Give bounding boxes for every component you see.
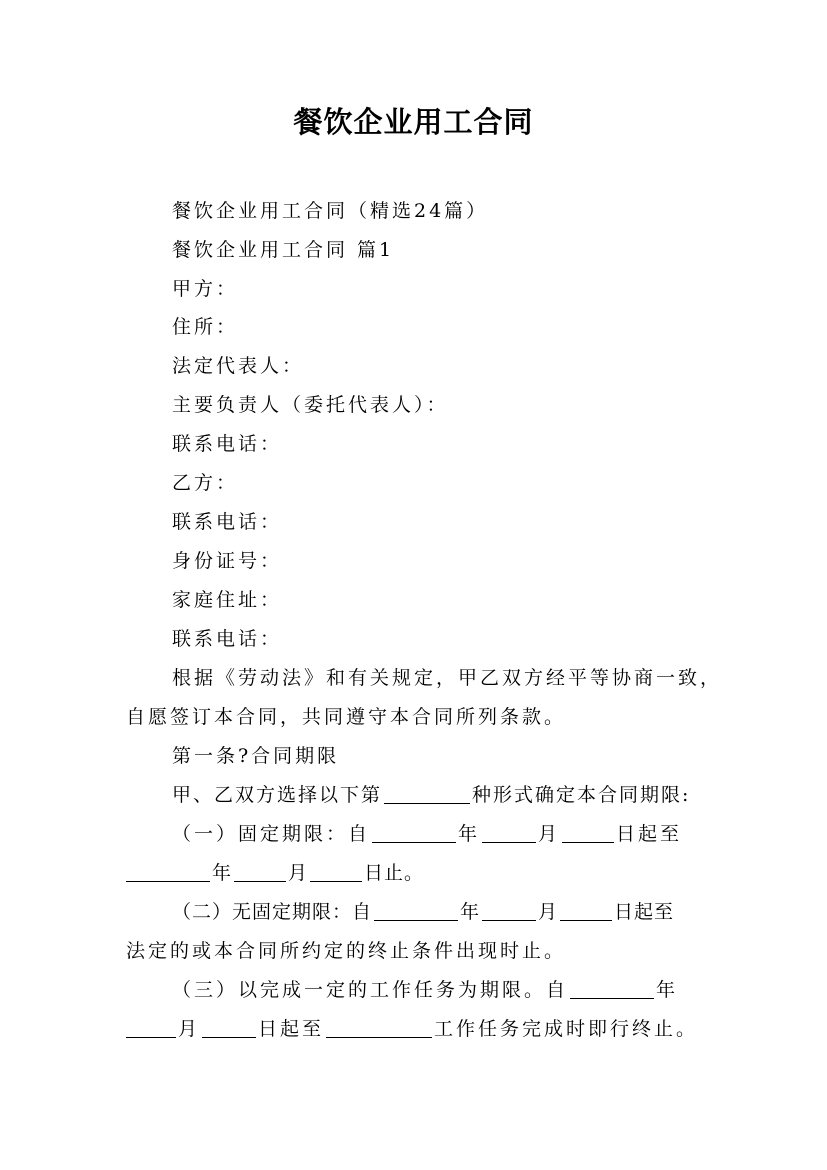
fixed-start-month-blank[interactable] — [482, 822, 536, 843]
open-start-month-blank[interactable] — [482, 900, 536, 921]
phone-label-a: 联系电话： — [172, 433, 283, 455]
task-term-line1 — [172, 977, 678, 1003]
principal-label: 主要负责人（委托代表人）： — [172, 394, 449, 416]
month-label: 月 — [178, 1018, 201, 1040]
task-description-blank[interactable] — [326, 1017, 432, 1038]
term-choice-suffix: 种形式确定本合同期限: — [472, 784, 691, 806]
fixed-start-year-blank[interactable] — [372, 822, 456, 843]
fixed-term-prefix: （一）固定期限：自 — [172, 823, 371, 845]
fixed-end-month-blank[interactable] — [234, 861, 286, 882]
open-term-line1 — [172, 899, 674, 925]
end-label: 日止。 — [364, 862, 425, 884]
task-start-day-blank[interactable] — [202, 1017, 256, 1038]
fixed-term-line1 — [172, 821, 682, 847]
party-a-label: 甲方： — [172, 278, 239, 300]
task-term-line2 — [126, 1016, 698, 1042]
basis-paragraph-line1: 根据《劳动法》和有关规定，甲乙双方经平等协商一致， — [172, 667, 723, 689]
address-label: 住所： — [172, 316, 239, 338]
from-label: 日起至 — [258, 1018, 325, 1040]
year-label: 年 — [656, 979, 679, 1001]
year-label: 年 — [212, 862, 233, 884]
legal-rep-label: 法定代表人： — [172, 355, 305, 377]
task-term-suffix: 工作任务完成时即行终止。 — [434, 1018, 699, 1040]
article-1-heading: 第一条?合同期限 — [172, 745, 340, 767]
section-heading: 餐饮企业用工合同 篇1 — [172, 239, 395, 261]
id-number-label: 身份证号： — [172, 550, 283, 572]
task-start-month-blank[interactable] — [126, 1017, 176, 1038]
term-choice-prefix: 甲、乙双方选择以下第 — [172, 784, 383, 806]
open-term-line2: 法定的或本合同所约定的终止条件出现时止。 — [126, 940, 567, 962]
home-address-label: 家庭住址： — [172, 589, 283, 611]
page-title: 餐饮企业用工合同 — [293, 105, 534, 139]
phone-label-c: 联系电话： — [172, 628, 283, 650]
fixed-end-year-blank[interactable] — [126, 861, 210, 882]
from-label: 日起至 — [616, 823, 683, 845]
from-label: 日起至 — [614, 901, 675, 923]
open-start-day-blank[interactable] — [560, 900, 612, 921]
month-label: 月 — [538, 823, 561, 845]
task-term-prefix: （三）以完成一定的工作任务为期限。自 — [172, 979, 569, 1001]
month-label: 月 — [538, 901, 559, 923]
open-term-prefix: （二）无固定期限：自 — [172, 901, 373, 923]
term-choice-blank[interactable] — [384, 783, 470, 804]
fixed-term-line2 — [126, 860, 424, 886]
task-start-year-blank[interactable] — [570, 978, 654, 999]
doc-subtitle: 餐饮企业用工合同（精选24篇） — [172, 200, 489, 222]
year-label: 年 — [458, 823, 481, 845]
basis-paragraph-line2: 自愿签订本合同，共同遵守本合同所列条款。 — [126, 706, 567, 728]
year-label: 年 — [460, 901, 481, 923]
open-start-year-blank[interactable] — [374, 900, 458, 921]
fixed-end-day-blank[interactable] — [310, 861, 362, 882]
phone-label-b: 联系电话： — [172, 511, 283, 533]
term-choice-line — [172, 782, 690, 808]
fixed-start-day-blank[interactable] — [562, 822, 614, 843]
month-label: 月 — [288, 862, 309, 884]
party-b-label: 乙方： — [172, 472, 239, 494]
